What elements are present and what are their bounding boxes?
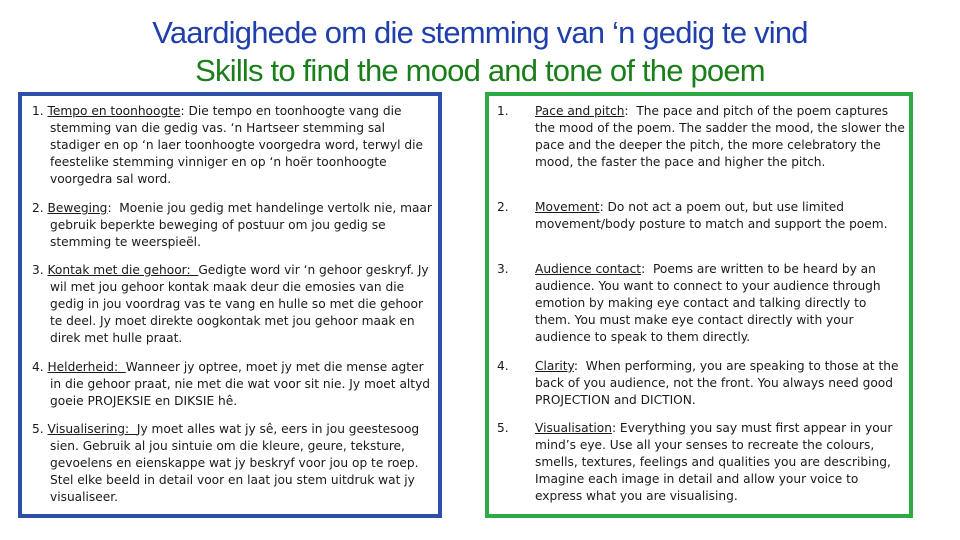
af-item-term: Beweging: [47, 201, 108, 215]
af-item-num: 1.: [32, 104, 44, 118]
en-item-sep: :: [599, 200, 608, 214]
en-item-num: 3.: [497, 262, 509, 276]
en-item-term: Visualisation: [535, 421, 612, 435]
en-item-num: 1.: [497, 104, 509, 118]
af-item-term: Helderheid:: [47, 360, 126, 374]
af-item-num: 3.: [32, 263, 44, 277]
af-item-num: 4.: [32, 360, 44, 374]
af-item-term: Visualisering:: [47, 422, 137, 436]
af-item-term: Tempo en toonhoogte: [47, 104, 181, 118]
en-item-term: Movement: [535, 200, 600, 214]
af-item-4: [32, 359, 438, 410]
en-item-text: When performing, you are speaking to those at the back of you audience, not the front. You always need good PROJECTION and DICTION.: [535, 359, 899, 407]
afrikaans-panel: [18, 92, 442, 518]
af-item-1: [32, 103, 438, 188]
af-item-text: Wanneer jy optree, moet jy met die mense agter in die gehoor praat, nie met die wat voor sit nie. Jy moet altyd goeie PROJEKSIE en DIKSIE hê.: [50, 360, 431, 408]
af-item-term: Kontak met die gehoor:: [47, 263, 199, 277]
title-afrikaans: Vaardighede om die stemming van ‘n gedig te vind: [152, 15, 808, 50]
af-item-sep: :: [180, 104, 189, 118]
af-item-text: Gedigte word vir ‘n gehoor geskryf. Jy wil met jou gehoor kontak maak deur die emosies van die gedig in jou voordrag vas te vang en hulle so met die gehoor te deel. Jy moet direkte oogkontak met jou gehoor maak en direk met hulle praat.: [50, 263, 429, 345]
en-item-text: Do not act a poem out, but use limited movement/body posture to match and support the poem.: [535, 200, 888, 231]
af-item-sep: :: [107, 201, 120, 215]
af-item-5: [32, 421, 438, 506]
english-panel: [485, 92, 913, 518]
af-item-3: [32, 262, 438, 347]
en-item-text: Poems are written to be heard by an audience. You want to connect to your audience through emotion by making eye contact and talking directly to them. You must make eye contact directly with your audience to speak to them directly.: [535, 262, 881, 344]
en-item-num: 4.: [497, 359, 509, 373]
af-item-2: [32, 200, 438, 251]
en-item-term: Pace and pitch: [535, 104, 625, 118]
af-item-text: Die tempo en toonhoogte vang die stemming van die gedig vas. ‘n Hartseer stemming sal stadiger en op ‘n laer toonhoogte voorgedra word, terwyl die feestelike stemming vinniger en op ‘n hoër toonhoogte voorgedra sal word.: [50, 104, 423, 186]
en-item-text: The pace and pitch of the poem captures the mood of the poem. The sadder the mood, the slower the pace and the deeper the pitch, the more celebratory the mood, the faster the pace and higher the pitch.: [535, 104, 905, 169]
en-item-num: 5.: [497, 421, 509, 435]
title-english: Skills to find the mood and tone of the poem: [195, 53, 765, 88]
en-item-term: Audience contact: [535, 262, 642, 276]
af-item-text: Jy moet alles wat jy sê, eers in jou geestesoog sien. Gebruik al jou sintuie om die kleure, geure, teksture, gevoelens en eienskappe wat jy beskryf voor jou op te roep. Stel elke beeld in detail voor en laat jou stem uitdruk wat jy visualiseer.: [50, 422, 420, 504]
af-item-text: Moenie jou gedig met handelinge vertolk nie, maar gebruik beperkte beweging of postuur om jou gedig se stemming te weerspieël.: [50, 201, 432, 249]
af-item-num: 2.: [32, 201, 44, 215]
en-item-term: Clarity: [535, 359, 574, 373]
en-item-sep: :: [573, 359, 586, 373]
en-item-num: 2.: [497, 200, 509, 214]
af-item-num: 5.: [32, 422, 44, 436]
en-item-text: Everything you say must first appear in your mind’s eye. Use all your senses to recreate the colours, smells, textures, feelings and qualities you are describing, Imagine each image in detail and allow your voice to express what you are visualising.: [535, 421, 893, 503]
en-item-sep: :: [611, 421, 620, 435]
en-item-sep: :: [624, 104, 637, 118]
en-item-sep: :: [641, 262, 653, 276]
